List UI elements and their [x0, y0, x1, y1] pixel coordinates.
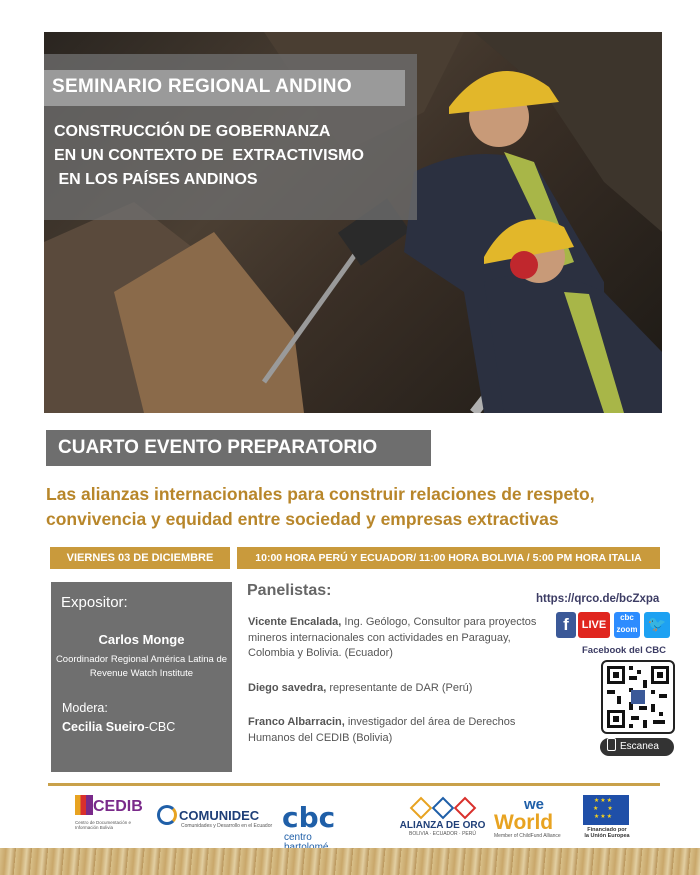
comunidec-name: COMUNIDEC: [179, 808, 260, 823]
qr-code-pattern: [603, 662, 673, 732]
cbc-mark: cbc: [282, 801, 336, 834]
alianza-diamonds-icon: [395, 798, 490, 816]
weworld-sub: Member of ChildFund Alliance: [494, 833, 561, 839]
expositor-name: Carlos Monge: [98, 632, 185, 647]
moderator-label: Modera:: [62, 701, 108, 715]
comunidec-sub: Comunidades y Desarrollo en el Ecuador: [181, 823, 273, 829]
weworld-world: World: [494, 811, 554, 834]
moderator-name: [62, 720, 175, 734]
event-title-line: EN UN CONTEXTO DE EXTRACTIVISMO: [54, 147, 364, 164]
phone-icon: [607, 738, 616, 751]
eu-flag-icon: ★★★ ★ ★ ★★★: [583, 795, 629, 825]
moderator-org: -CBC: [144, 720, 176, 734]
date-badge: VIERNES 03 DE DICIEMBRE: [50, 547, 230, 569]
panelist-name: Franco Albarracin,: [248, 716, 345, 728]
drill-bit: [264, 242, 364, 382]
event-title-line: EN LOS PAÍSES ANDINOS: [54, 171, 258, 188]
scan-label: Escanea: [620, 741, 659, 752]
event-subtitle: Las alianzas internacionales para construir relaciones de respeto, convivencia y equidad entre sociedad y empresas extractivas: [46, 484, 595, 529]
alianza-name: ALIANZA DE ORO: [399, 820, 486, 831]
cbc-mini-label: cbc: [620, 613, 634, 622]
qr-link[interactable]: https://qrco.de/bcZxpa: [536, 593, 660, 605]
scan-button[interactable]: [600, 738, 674, 756]
panelists-title: Panelistas:: [247, 582, 332, 599]
logo-eu: [583, 795, 631, 839]
divider: [48, 783, 660, 786]
cedib-mark-icon: [75, 795, 93, 815]
logo-alianza-de-oro: [395, 798, 490, 837]
time-badge: 10:00 HORA PERÚ Y ECUADOR/ 11:00 HORA BOLIVIA / 5:00 PM HORA ITALIA: [237, 547, 660, 569]
panelist-item: [248, 615, 553, 662]
panelist-item: [248, 715, 553, 746]
comunidec-swirl-icon: [157, 805, 177, 825]
eu-label-line: la Unión Europea: [584, 833, 630, 839]
facebook-label: Facebook del CBC: [582, 645, 666, 656]
panelist-name: Diego savedra,: [248, 682, 327, 694]
cbc-text-line: centro: [284, 832, 312, 843]
decorative-footer: [0, 848, 700, 875]
cedib-name: CEDIB: [93, 798, 143, 815]
qr-code[interactable]: [601, 660, 675, 734]
weworld-we: we: [524, 796, 545, 813]
live-icon[interactable]: LIVE: [578, 612, 610, 638]
twitter-icon[interactable]: 🐦: [644, 612, 670, 638]
miner-2-earmuff: [510, 251, 538, 279]
panelist-name: Vicente Encalada,: [248, 616, 342, 628]
panelist-item: [248, 681, 553, 697]
facebook-icon[interactable]: f: [556, 612, 576, 638]
eu-label-line: Financiado por: [587, 827, 627, 833]
alianza-sub: BOLIVIA · ECUADOR · PERÚ: [409, 831, 476, 837]
expositor-label: Expositor:: [61, 594, 128, 611]
event-title-line: CONSTRUCCIÓN DE GOBERNANZA: [54, 123, 331, 140]
panelist-desc: Ing. Geólogo, Consultor para proyectos mineros internacionales con actividades en Paraguay, Colombia y Bolivia. (Ecuador): [248, 616, 537, 659]
event-label: CUARTO EVENTO PREPARATORIO: [58, 437, 378, 458]
zoom-label: zoom: [616, 625, 638, 634]
panelist-desc: representante de DAR (Perú): [326, 682, 473, 694]
zoom-icon[interactable]: [614, 612, 640, 638]
expositor-role: Coordinador Regional América Latina de Revenue Watch Institute: [55, 654, 228, 679]
logo-weworld: [494, 797, 574, 839]
logo-comunidec: [157, 805, 275, 829]
cedib-sub: Centro de Documentación e Información Bolivia: [75, 820, 132, 830]
logo-cedib: [75, 795, 153, 830]
panelist-desc: investigador del área de Derechos Humanos del CEDIB (Bolivia): [248, 716, 516, 744]
moderator-person: Cecilia Sueiro: [62, 720, 145, 734]
event-title: [54, 120, 364, 192]
seminar-title: SEMINARIO REGIONAL ANDINO: [52, 76, 352, 97]
